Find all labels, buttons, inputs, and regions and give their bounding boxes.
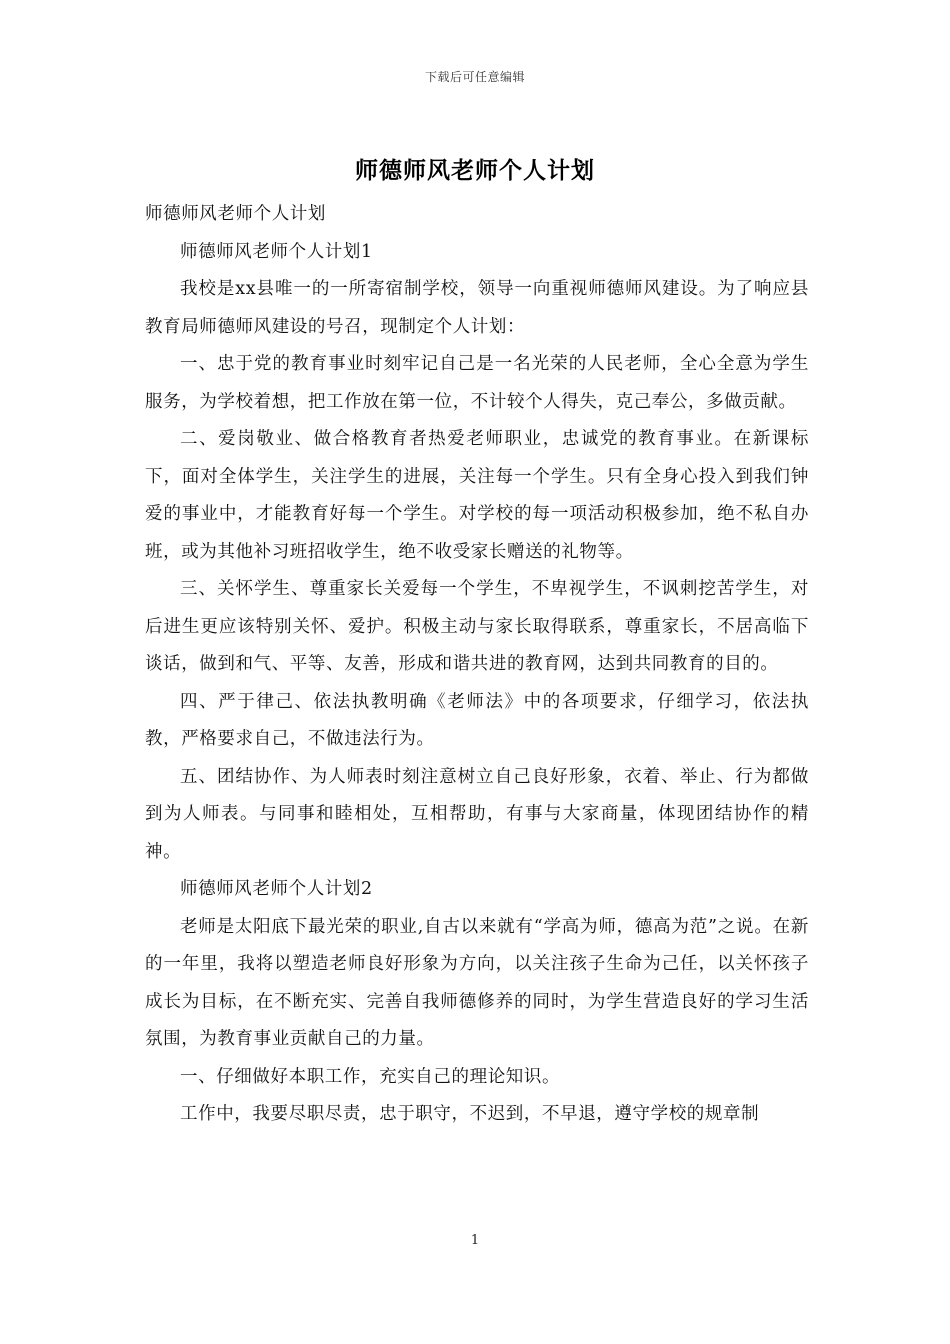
document-title: 师德师风老师个人计划 [355,157,595,184]
paragraph: 四、严于律己、依法执教明确《老师法》中的各项要求，仔细学习，依法执教，严格要求自己，不做违法行为。 [145,691,809,749]
paragraph: 二、爱岗敬业、做合格教育者热爱老师职业，忠诚党的教育事业。在新课标下，面对全体学生，关注学生的进展，关注每一个学生。只有全身心投入到我们钟爱的事业中，才能教育好每一个学生。对学校的每一项活动积极参加，绝不私自办班，或为其他补习班招收学生，绝不收受家长赠送的礼物等。 [145,429,809,562]
section-heading-plan-1: 师德师风老师个人计划1 [180,241,373,262]
document-body [145,196,809,1134]
paragraph: 我校是xx县唯一的一所寄宿制学校，领导一向重视师德师风建设。为了响应县教育局师德师风建设的号召，现制定个人计划： [145,279,809,337]
paragraph-subtitle: 师德师风老师个人计划 [145,204,326,224]
paragraph: 三、关怀学生、尊重家长关爱每一个学生，不卑视学生，不讽刺挖苦学生，对后进生更应该特别关怀、爱护。积极主动与家长取得联系，尊重家长，不居高临下谈话，做到和气、平等、友善，形成和谐共进的教育网，达到共同教育的目的。 [145,579,809,674]
paragraph: 老师是太阳底下最光荣的职业,自古以来就有“学高为师，德高为范”之说。在新的一年里，我将以塑造老师良好形象为方向，以关注孩子生命为己任，以关怀孩子成长为目标，在不断充实、完善自我师德修养的同时，为学生营造良好的学习生活氛围，为教育事业贡献自己的力量。 [145,916,809,1049]
section-heading-plan-2: 师德师风老师个人计划2 [180,879,373,899]
paragraph: 一、忠于党的教育事业时刻牢记自己是一名光荣的人民老师，全心全意为学生服务，为学校着想，把工作放在第一位，不计较个人得失，克己奉公，多做贡献。 [145,354,809,412]
paragraph: 工作中，我要尽职尽责，忠于职守，不迟到，不早退，遵守学校的规章制 [180,1104,760,1124]
page-number: 1 [470,1233,480,1248]
paragraph: 一、仔细做好本职工作，充实自己的理论知识。 [180,1066,561,1087]
paragraph: 五、团结协作、为人师表时刻注意树立自己良好形象，衣着、举止、行为都做到为人师表。与同事和睦相处，互相帮助，有事与大家商量，体现团结协作的精神。 [145,766,809,862]
page-header-note: 下载后可任意编辑 [424,70,525,84]
